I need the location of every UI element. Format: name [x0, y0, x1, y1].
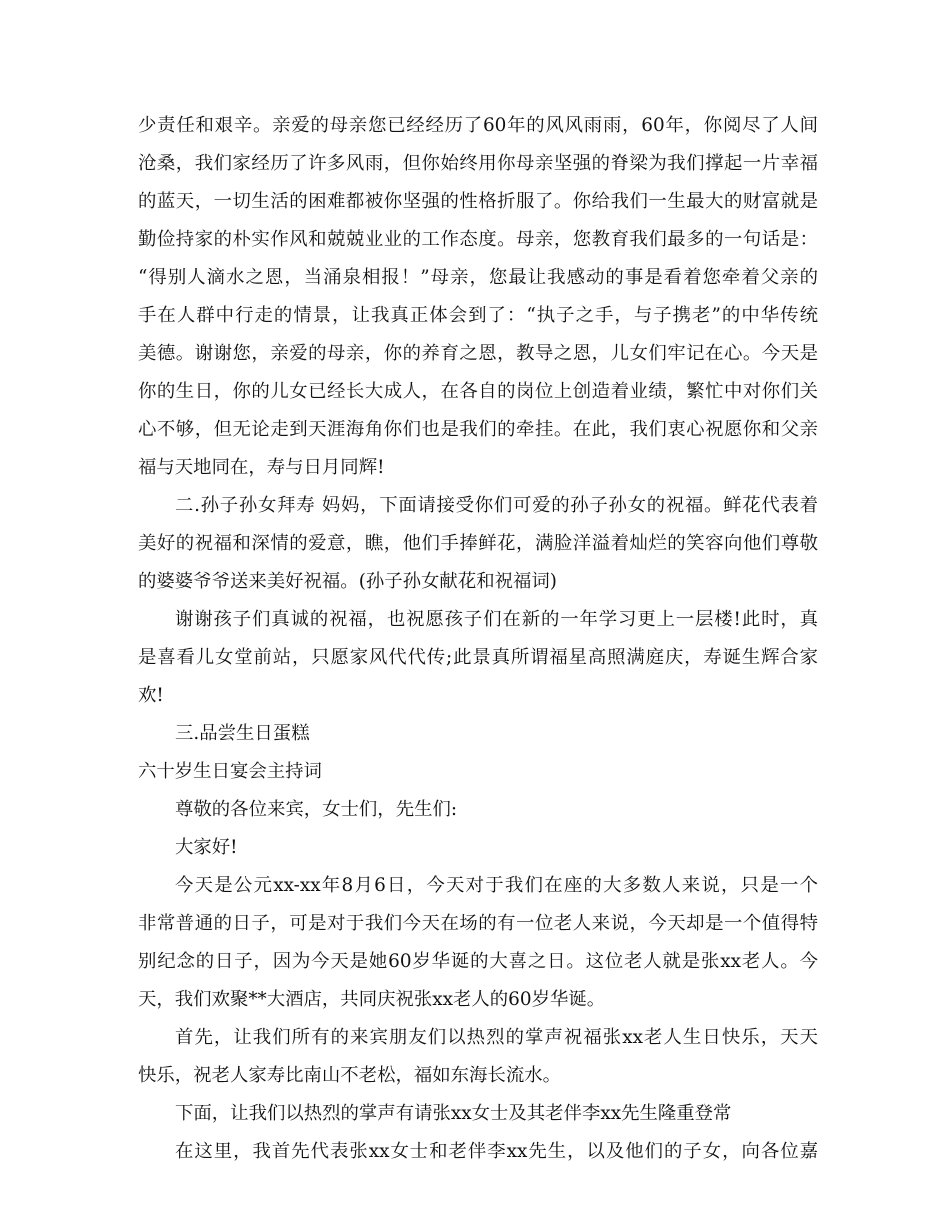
text-line: 别纪念的日子，因为今天是她60岁华诞的大喜之日。这位老人就是张xx老人。今: [138, 951, 818, 972]
text-line: 勤俭持家的朴实作风和兢兢业业的工作态度。母亲，您教育我们最多的一句话是：: [138, 229, 818, 250]
text-line: 下面，让我们以热烈的掌声有请张xx女士及其老伴李xx先生隆重登常: [175, 1103, 732, 1124]
text-line: 少责任和艰辛。亲爱的母亲您已经经历了60年的风风雨雨，60年，你阅尽了人间: [138, 115, 818, 136]
text-line: 在这里，我首先代表张xx女士和老伴李xx先生，以及他们的子女，向各位嘉: [175, 1141, 818, 1162]
text-line: 沧桑，我们家经历了许多风雨，但你始终用你母亲坚强的脊梁为我们撑起一片幸福: [138, 153, 818, 174]
text-line: 心不够，但无论走到天涯海角你们也是我们的牵挂。在此，我们衷心祝愿你和父亲: [138, 419, 818, 440]
greeting: 大家好!: [175, 837, 238, 858]
text-line: 福与天地同在，寿与日月同辉!: [138, 457, 385, 478]
text-line: 欢!: [138, 685, 164, 706]
text-line: 美好的祝福和深情的爱意，瞧，他们手捧鲜花，满脸洋溢着灿烂的笑容向他们尊敬: [138, 533, 818, 554]
text-line: 的蓝天，一切生活的困难都被你坚强的性格折服了。你给我们一生最大的财富就是: [138, 191, 818, 212]
text-line: 的婆婆爷爷送来美好祝福。(孙子孙女献花和祝福词): [138, 571, 557, 592]
section-heading-grandchildren: 二.孙子孙女拜寿 妈妈，下面请接受你们可爱的孙子孙女的祝福。鲜花代表着: [175, 495, 818, 516]
text-line: 首先，让我们所有的来宾朋友们以热烈的掌声祝福张xx老人生日快乐，天天: [175, 1027, 818, 1048]
text-line: 手在人群中行走的情景，让我真正体会到了：“执子之手，与子携老”的中华传统: [138, 305, 818, 326]
text-line: 天，我们欢聚**大酒店，共同庆祝张xx老人的60岁华诞。: [138, 989, 606, 1010]
document-title: 六十岁生日宴会主持词: [138, 761, 322, 782]
salutation: 尊敬的各位来宾，女士们，先生们:: [175, 799, 458, 820]
text-line: 谢谢孩子们真诚的祝福，也祝愿孩子们在新的一年学习更上一层楼!此时，真: [175, 609, 818, 630]
text-line: 是喜看儿女堂前站，只愿家风代代传;此景真所谓福星高照满庭庆，寿诞生辉合家: [138, 647, 818, 668]
text-line: 非常普通的日子，可是对于我们今天在场的有一位老人来说，今天却是一个值得特: [138, 913, 818, 934]
text-line: 美德。谢谢您，亲爱的母亲，你的养育之恩，教导之恩，儿女们牢记在心。今天是: [138, 343, 818, 364]
text-line: 快乐，祝老人家寿比南山不老松，福如东海长流水。: [138, 1065, 561, 1086]
section-heading-cake: 三.品尝生日蛋糕: [175, 723, 310, 744]
text-line: “得别人滴水之恩，当涌泉相报！”母亲，您最让我感动的事是看着您牵着父亲的: [138, 267, 818, 288]
text-line: 你的生日，你的儿女已经长大成人，在各自的岗位上创造着业绩，繁忙中对你们关: [138, 381, 818, 402]
text-line: 今天是公元xx-xx年8月6日，今天对于我们在座的大多数人来说，只是一个: [175, 875, 818, 896]
